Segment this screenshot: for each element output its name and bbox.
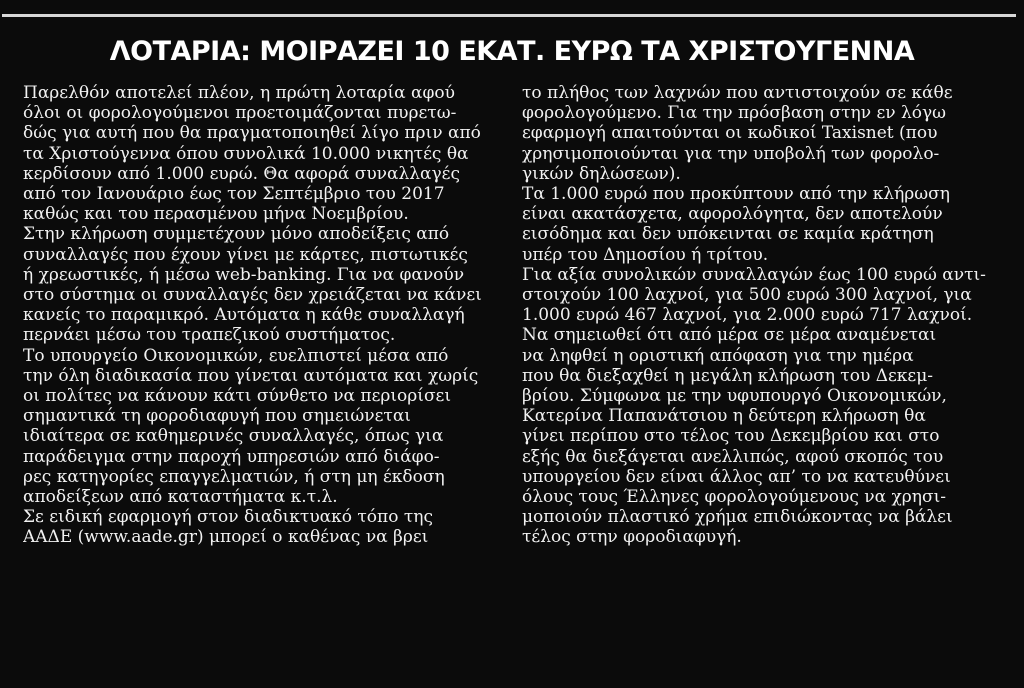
text-line: το πλήθος των λαχνών που αντιστοιχούν σε κάθε xyxy=(522,83,953,103)
text-line: είναι ακατάσχετα, αφορολόγητα, δεν αποτελούν xyxy=(522,204,943,225)
text-line: ΑΑΔΕ (www.aade.gr) μπορεί ο καθένας να βρει xyxy=(23,527,429,548)
text-line: Για αξία συνολικών συναλλαγών έως 100 ευρώ αντι- xyxy=(522,264,986,285)
text-line: χρησιμοποιούνται για την υποβολή των φορολο- xyxy=(522,143,940,164)
text-line: τέλος στην φοροδιαφυγή. xyxy=(522,527,742,548)
text-line: σημαντικά τη φοροδιαφυγή που σημειώνεται xyxy=(23,406,411,427)
text-line: τα Χριστούγεννα όπου συνολικά 10.000 νικητές θα xyxy=(23,143,469,164)
text-line: δώς για αυτή που θα πραγματοποιηθεί λίγο πριν από xyxy=(23,123,481,144)
text-line: υπουργείου δεν είναι άλλος απ’ το να κατευθύνει xyxy=(522,466,951,487)
text-line: Στην κλήρωση συμμετέχουν μόνο αποδείξεις από xyxy=(23,224,450,245)
text-line: στοιχούν 100 λαχνοί, για 500 ευρώ 300 λαχνοί, για xyxy=(522,285,972,306)
text-line: όλοι οι φορολογούμενοι προετοιμάζονται πυρετω- xyxy=(23,103,457,124)
text-line: φορολογούμενο. Για την πρόσβαση στην εν λόγω xyxy=(522,103,947,124)
text-line: καθώς και του περασμένου μήνα Νοεμβρίου. xyxy=(23,204,409,225)
text-line: ή χρεωστικές, ή μέσω web-banking. Για να φανούν xyxy=(23,264,465,285)
article-left-column xyxy=(23,83,497,548)
text-line: 1.000 ευρώ 467 λαχνοί, για 2.000 ευρώ 717 λαχνοί. xyxy=(522,305,973,326)
text-line: από τον Ιανουάριο έως τον Σεπτέμβριο του 2017 xyxy=(23,184,445,205)
text-line: εισόδημα και δεν υπόκεινται σε καμία κράτηση xyxy=(522,224,934,245)
text-line: αποδείξεων από καταστήματα κ.τ.λ. xyxy=(23,487,338,508)
text-line: βρίου. Σύμφωνα με την υφυπουργό Οικονομικών, xyxy=(522,386,947,407)
text-line: ιδιαίτερα σε καθημερινές συναλλαγές, όπως για xyxy=(23,426,444,447)
text-line: την όλη διαδικασία που γίνεται αυτόματα και χωρίς xyxy=(23,365,479,386)
text-line: παράδειγμα στην παροχή υπηρεσιών από διάφο- xyxy=(23,446,440,467)
text-line: όλους τους Έλληνες φορολογούμενους να χρησι- xyxy=(522,487,947,508)
text-line: να ληφθεί η οριστική απόφαση για την ημέρα xyxy=(522,345,914,366)
text-line: στο σύστημα οι συναλλαγές δεν χρειάζεται να κάνει xyxy=(23,285,482,306)
article-title: ΛΟΤΑΡΙΑ: ΜΟΙΡΑΖΕΙ 10 ΕΚΑΤ. ΕΥΡΩ ΤΑ ΧΡΙΣΤΟΥΓΕΝΝΑ xyxy=(109,36,915,67)
text-line: που θα διεξαχθεί η μεγάλη κλήρωση του Δεκεμ- xyxy=(522,365,933,386)
text-line: εφαρμογή απαιτούνται οι κωδικοί Taxisnet (που xyxy=(522,123,938,144)
text-line: οι πολίτες να κάνουν κάτι σύνθετο να περιορίσει xyxy=(23,386,452,407)
text-line: συναλλαγές που έχουν γίνει με κάρτες, πιστωτικές xyxy=(23,244,468,265)
text-line: περνάει μέσω του τραπεζικού συστήματος. xyxy=(23,325,396,346)
article-right-column xyxy=(522,83,1004,548)
text-line: γικών δηλώσεων). xyxy=(522,163,681,184)
text-line: γίνει περίπου στο τέλος του Δεκεμβρίου και στο xyxy=(522,426,940,447)
text-line: Κατερίνα Παπανάτσιου η δεύτερη κλήρωση θα xyxy=(522,406,926,427)
top-rule xyxy=(2,14,1016,17)
text-line: εξής θα διεξάγεται ανελλιπώς, αφού σκοπός του xyxy=(522,446,944,467)
text-line: κερδίσουν από 1.000 ευρώ. Θα αφορά συναλλαγές xyxy=(23,163,460,184)
text-line: μοποιούν πλαστικό χρήμα επιδιώκοντας να βάλει xyxy=(522,507,953,528)
text-line: Σε ειδική εφαρμογή στον διαδικτυακό τόπο της xyxy=(23,507,433,528)
text-line: ρες κατηγορίες επαγγελματιών, ή στη μη έκδοση xyxy=(23,466,445,487)
text-line: Παρελθόν αποτελεί πλέον, η πρώτη λοταρία αφού xyxy=(23,83,455,103)
text-line: Το υπουργείο Οικονομικών, ευελπιστεί μέσα από xyxy=(23,345,449,366)
text-line: Να σημειωθεί ότι από μέρα σε μέρα αναμένεται xyxy=(522,325,937,346)
text-line: κανείς το παραμικρό. Αυτόματα η κάθε συναλλαγή xyxy=(23,305,465,326)
text-line: υπέρ του Δημοσίου ή τρίτου. xyxy=(522,244,769,265)
text-line: Τα 1.000 ευρώ που προκύπτουν από την κλήρωση xyxy=(522,184,950,205)
